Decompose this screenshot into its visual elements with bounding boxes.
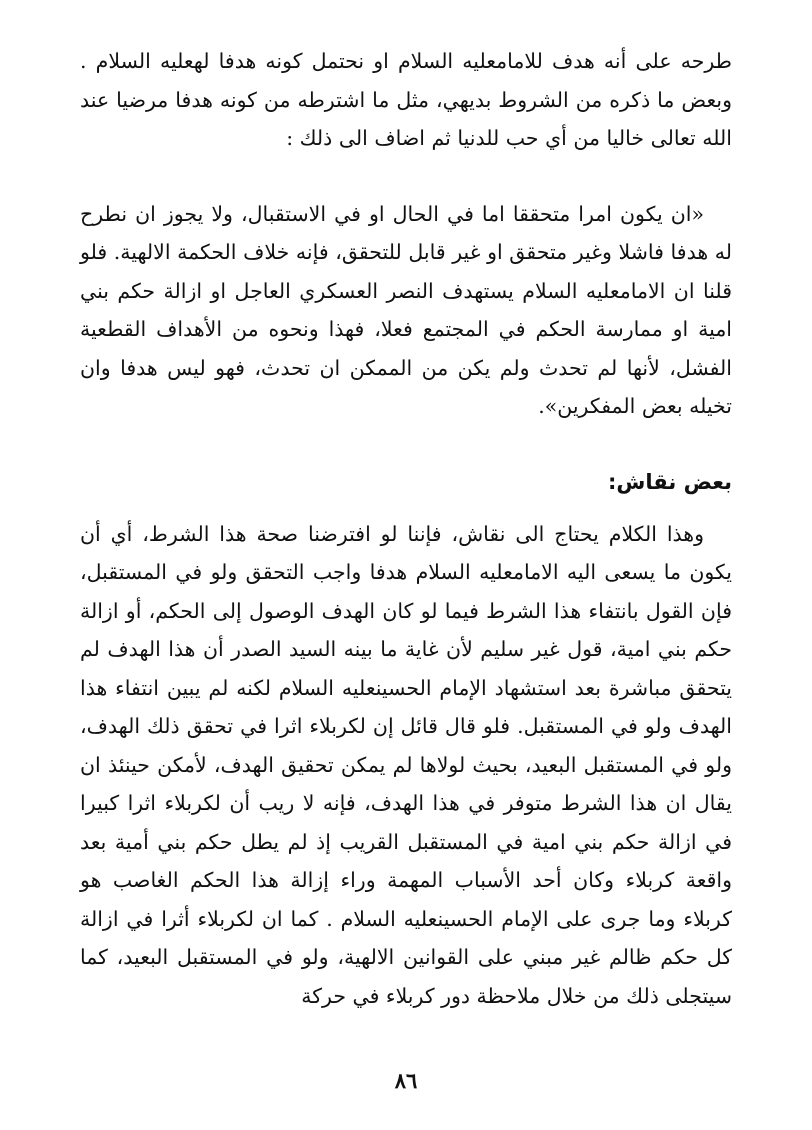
heading-spacer [80, 501, 732, 515]
quote-paragraph: «ان يكون امرا متحققا اما في الحال او في الاستقبال، ولا يجوز ان نطرح له هدفا فاشلا وغير متحقق او غير قابل للتحقق، فإنه خلاف الحكمة الالهية. فلو قلنا ان الامامعليه السلام يستهدف النصر العسكري العاجل او ازالة حكم بني امية او ممارسة الحكم في المجتمع فعلا، فهذا ونحوه من الأهداف القطعية الفشل، لأنها لم تحدث ولم يكن من الممكن ان تحدث، فهو ليس هدفا وان تخيله بعض المفكرين». [80, 201, 732, 418]
page-number: ٨٦ [394, 1068, 418, 1093]
section-spacer [80, 426, 732, 463]
section-heading: بعض نقاش: [608, 469, 732, 494]
page-body [80, 42, 732, 1015]
discussion-paragraph: وهذا الكلام يحتاج الى نقاش، فإننا لو افترضنا صحة هذا الشرط، أي أن يكون ما يسعى اليه الامامعليه السلام هدفا واجب التحقق ولو في المستقبل، فإن القول بانتفاء هذا الشرط فيما لو كان الهدف الوصول إلى الحكم، أو ازالة حكم بني امية، قول غير سليم لأن غاية ما بينه السيد الصدر أن هذا الهدف لم يتحقق مباشرة بعد استشهاد الإمام الحسينعليه السلام لكنه لم يبين انتفاء هذا الهدف ولو في المستقبل. فلو قال قائل إن لكربلاء اثرا في تحقق ذلك الهدف، ولو في المستقبل البعيد، بحيث لولاها لم يمكن تحقيق الهدف، لأمكن حينئذ ان يقال ان هذا الشرط متوفر في هذا الهدف، فإنه لا ريب أن لكربلاء اثرا كبيرا في ازالة حكم بني امية في المستقبل القريب إذ لم يطل حكم بني أمية بعد واقعة كربلاء وكان أحد الأسباب المهمة وراء إزالة هذا الحكم الغاصب هو كربلاء وما جرى على الإمام الحسينعليه السلام . كما ان لكربلاء أثرا في ازالة كل حكم ظالم غير مبني على القوانين الالهية، ولو في المستقبل البعيد، كما سيتجلى ذلك من خلال ملاحظة دور كربلاء في حركة [80, 521, 732, 1008]
intro-paragraph: طرحه على أنه هدف للامامعليه السلام او نحتمل كونه هدفا لهعليه السلام . وبعض ما ذكره من الشروط بديهي، مثل ما اشترطه من كونه هدفا مرضيا عند الله تعالى خاليا من أي حب للدنيا ثم اضاف الى ذلك : [80, 49, 732, 150]
paragraph-spacer [80, 158, 732, 195]
